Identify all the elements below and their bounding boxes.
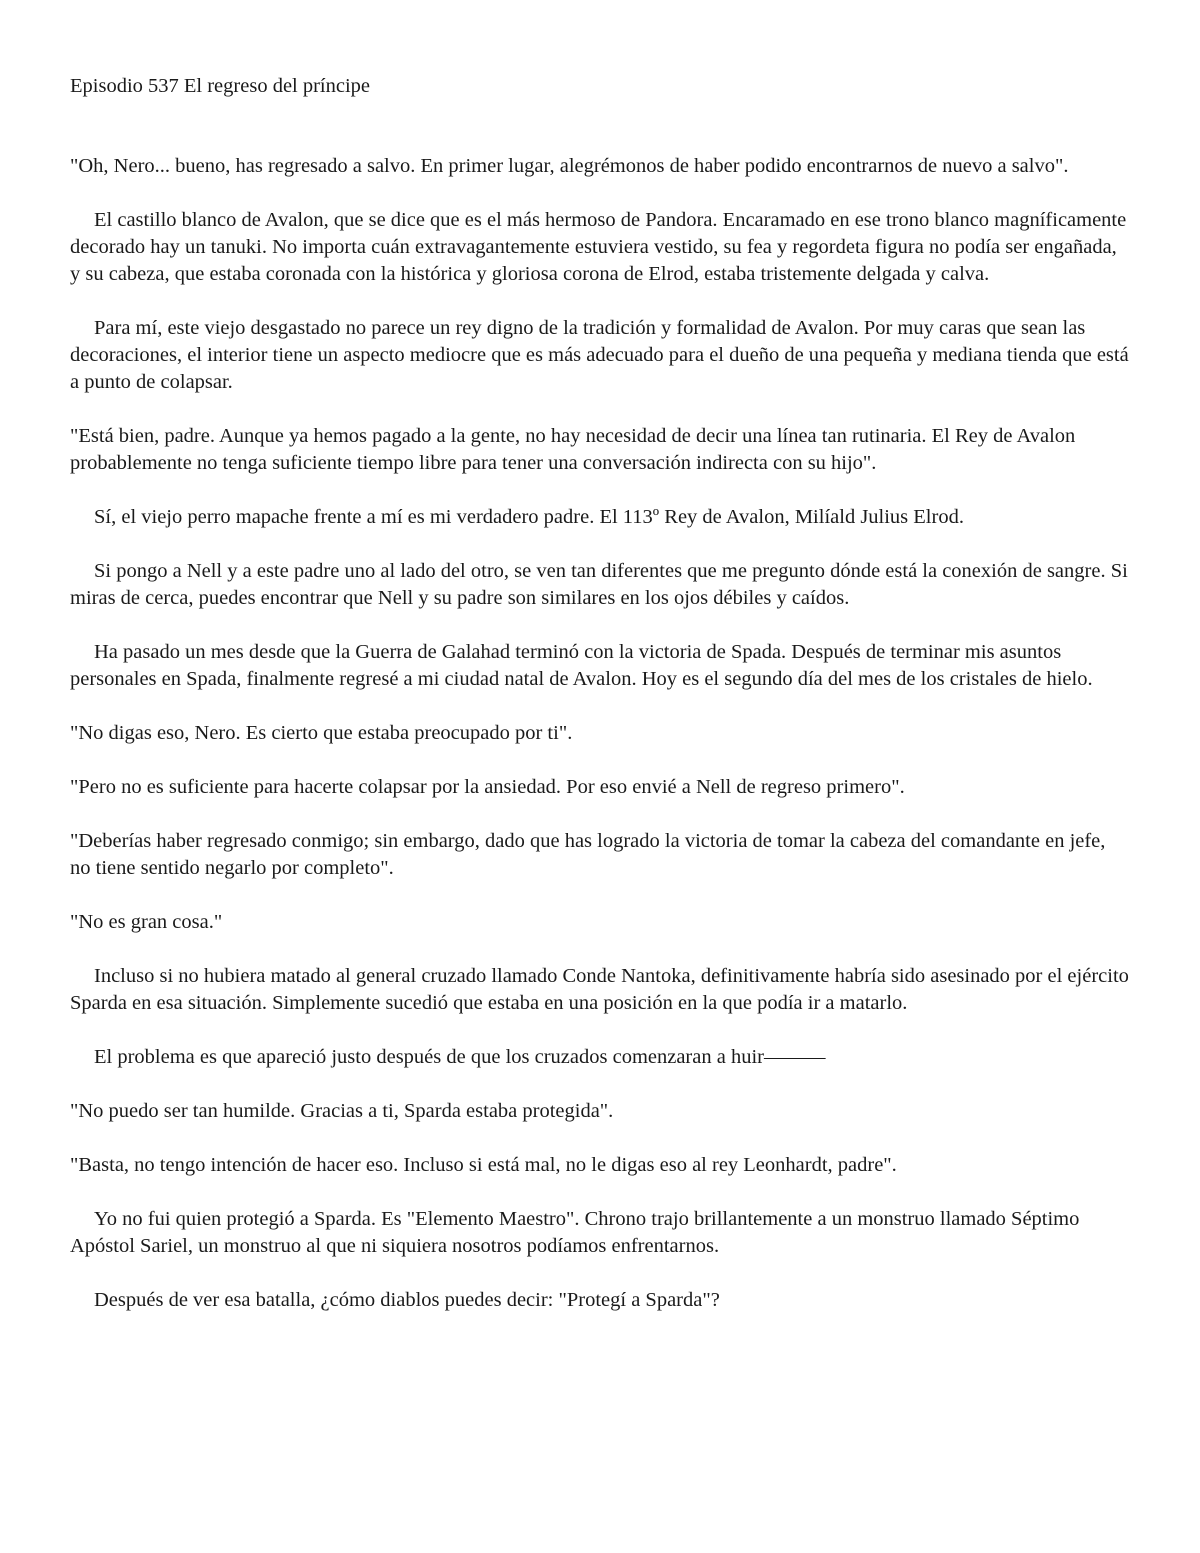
paragraph-10: "Deberías haber regresado conmigo; sin embargo, dado que has logrado la victoria de tomar la cabeza del comandante en jefe, no tiene sentido negarlo por completo".	[70, 830, 1106, 879]
paragraph-7: Ha pasado un mes desde que la Guerra de Galahad terminó con la victoria de Spada. Después de terminar mis asuntos personales en Spada, finalmente regresé a mi ciudad natal de Avalon. Hoy es el segundo día del mes de los cristales de hielo.	[70, 641, 1093, 690]
paragraph-17: Después de ver esa batalla, ¿cómo diablos puedes decir: "Protegí a Sparda"?	[94, 1289, 720, 1311]
episode-title: Episodio 537 El regreso del príncipe	[70, 75, 371, 97]
paragraph-12: Incluso si no hubiera matado al general cruzado llamado Conde Nantoka, definitivamente habría sido asesinado por el ejército Sparda en esa situación. Simplemente sucedió que estaba en una posición en la que podía ir a matarlo.	[70, 965, 1129, 1014]
paragraph-11: "No es gran cosa."	[70, 911, 223, 933]
paragraph-4: "Está bien, padre. Aunque ya hemos pagado a la gente, no hay necesidad de decir una línea tan rutinaria. El Rey de Avalon probablemente no tenga suficiente tiempo libre para tener una conversación indirecta con su hijo".	[70, 425, 1076, 474]
paragraph-14: "No puedo ser tan humilde. Gracias a ti, Sparda estaba protegida".	[70, 1100, 614, 1122]
paragraph-8: "No digas eso, Nero. Es cierto que estaba preocupado por ti".	[70, 722, 573, 744]
paragraph-16: Yo no fui quien protegió a Sparda. Es "Elemento Maestro". Chrono trajo brillantemente a un monstruo llamado Séptimo Apóstol Sariel, un monstruo al que ni siquiera nosotros podíamos enfrentarnos.	[70, 1208, 1080, 1257]
paragraph-1: "Oh, Nero... bueno, has regresado a salvo. En primer lugar, alegrémonos de haber podido encontrarnos de nuevo a salvo".	[70, 155, 1069, 177]
paragraph-2: El castillo blanco de Avalon, que se dice que es el más hermoso de Pandora. Encaramado en ese trono blanco magníficamente decorado hay un tanuki. No importa cuán extravagantemente estuviera vestido, su fea y regordeta figura no podía ser engañada, y su cabeza, que estaba coronada con la histórica y gloriosa corona de Elrod, estaba tristemente delgada y calva.	[70, 209, 1127, 285]
paragraph-9: "Pero no es suficiente para hacerte colapsar por la ansiedad. Por eso envié a Nell de regreso primero".	[70, 776, 905, 798]
paragraph-5: Sí, el viejo perro mapache frente a mí es mi verdadero padre. El 113º Rey de Avalon, Milíald Julius Elrod.	[94, 506, 964, 528]
paragraph-3: Para mí, este viejo desgastado no parece un rey digno de la tradición y formalidad de Avalon. Por muy caras que sean las decoraciones, el interior tiene un aspecto mediocre que es más adecuado para el dueño de una pequeña y mediana tienda que está a punto de colapsar.	[70, 317, 1129, 393]
paragraph-13: El problema es que apareció justo después de que los cruzados comenzaran a huir———	[94, 1046, 826, 1068]
paragraph-6: Si pongo a Nell y a este padre uno al lado del otro, se ven tan diferentes que me pregunto dónde está la conexión de sangre. Si miras de cerca, puedes encontrar que Nell y su padre son similares en los ojos débiles y caídos.	[70, 560, 1128, 609]
document-page	[70, 73, 1130, 1341]
paragraph-15: "Basta, no tengo intención de hacer eso. Incluso si está mal, no le digas eso al rey Leonhardt, padre".	[70, 1154, 897, 1176]
